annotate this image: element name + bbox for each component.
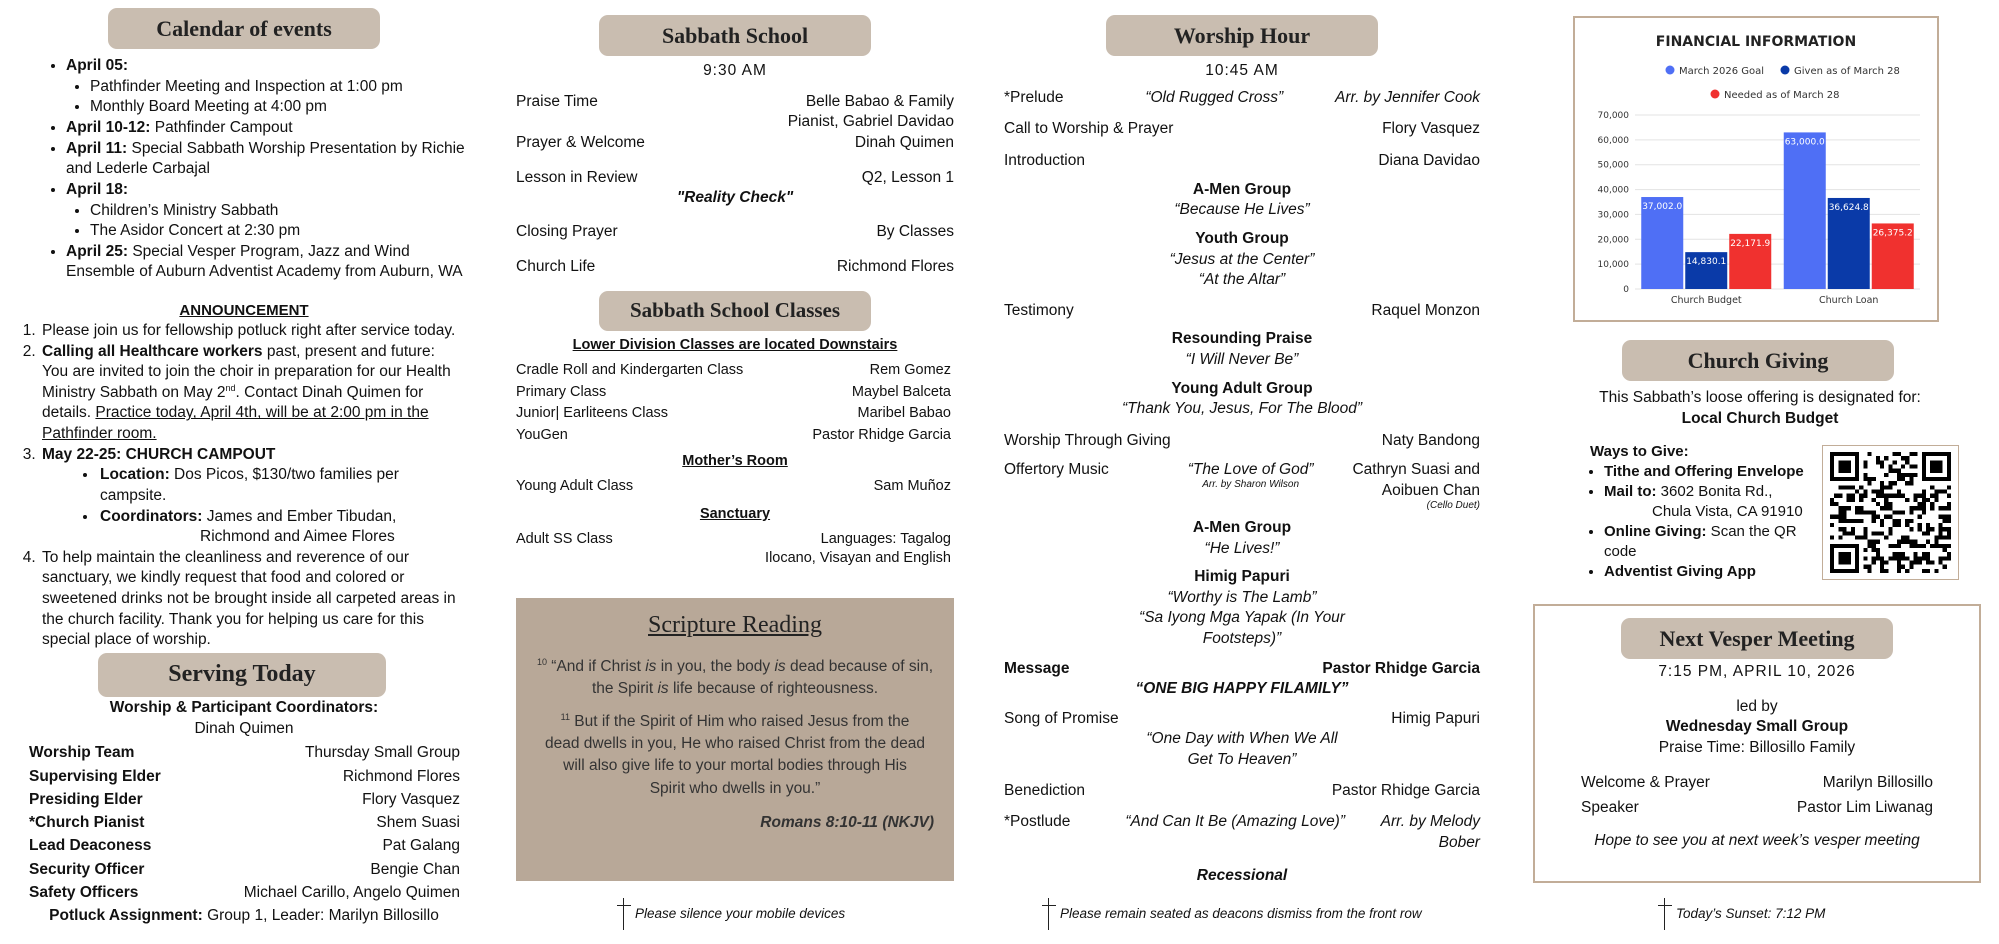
program-row: Song of Promise Himig Papuri [1004,709,1480,727]
sabbath-school-title: Sabbath School [599,15,871,56]
program-row: Offertory Music “The Love of God” Arr. by Sharon Wilson Cathryn Suasi and Aoibuen Chan (Cello Duet) [1004,461,1480,511]
program-row: *Postlude “And Can It Be (Amazing Love)” Arr. by Melody Bober [1004,813,1480,851]
classes-title: Sabbath School Classes [599,291,871,331]
program-row: Benediction Pastor Rhidge Garcia [1004,781,1480,799]
program-group: Youth Group “Jesus at the Center” “At the Altar” [1169,229,1315,289]
serving-row: Presiding Elder Flory Vasquez [29,790,460,808]
calendar-item: • April 05: • Pathfinder Meeting and Inspection at 1:00 pm • Monthly Board Meeting at 4:00 pm [66,56,470,118]
x-tick-label: Church Loan [1819,295,1879,306]
calendar-subitem: • Children’s Ministry Sabbath [90,201,470,222]
way-item: • Mail to: 3602 Bonita Rd., Chula Vista, CA 91910 [1604,482,1828,522]
bar [1784,132,1826,289]
mothers-room: Mother’s Room [682,452,788,469]
program-group: A-Men Group “Because He Lives” [1174,180,1310,219]
scripture-box [516,598,954,881]
class-row: Primary Class Maybel Balceta [516,383,951,400]
vesper-praise: Praise Time: Billosillo Family [1658,739,1856,757]
calendar-subitem: • Monthly Board Meeting at 4:00 pm [90,97,470,118]
financial-chart-box [1573,16,1939,322]
way-item: • Online Giving: Scan the QR code [1604,522,1828,562]
church-giving-title: Church Giving [1622,340,1894,381]
serving-row: Supervising Elder Richmond Flores [29,767,460,785]
y-tick-label: 40,000 [1597,185,1629,196]
vesper-box [1533,604,1981,883]
serving-row: Safety Officers Michael Carillo, Angelo Quimen [29,884,460,901]
legend-marker [1711,90,1720,99]
y-tick-label: 10,000 [1597,260,1629,271]
scripture-verse-11: $^{11}$ But if the Spirit of Him who raised Jesus from the dead dwells in you, He who raised Christ from the dead will also give life to your mortal bodies through His Spirit who dwells in you.” [545,711,925,797]
serving-title: Serving Today [98,653,386,697]
column-3 [1004,0,1480,887]
legend-marker [1781,66,1790,75]
class-row: Adult SS Class Languages: Tagalog Ilocano, Visayan and English [516,530,951,567]
column-2 [516,0,954,568]
bar-value-label: 26,375.2 [1872,228,1913,239]
sabbath-school-time: 9:30 AM [703,62,767,80]
calendar-item: • April 18: • Children’s Ministry Sabbath • The Asidor Concert at 2:30 pm [66,180,470,242]
footer-note: Please silence your mobile devices [615,898,845,930]
lesson-title: "Reality Check" [676,189,794,207]
y-tick-label: 60,000 [1597,135,1629,146]
chart-title: FINANCIAL INFORMATION [1655,34,1857,50]
y-tick-label: 70,000 [1597,111,1629,121]
y-tick-label: 50,000 [1597,160,1629,171]
legend-marker [1666,66,1675,75]
lower-division-note: Lower Division Classes are located Downstairs [572,337,898,354]
legend-label: Needed as of March 28 [1724,90,1840,101]
column-1 [18,0,470,925]
vesper-title: Next Vesper Meeting [1621,618,1893,659]
program-group: Himig Papuri “Worthy is The Lamb” “Sa Iyong Mga Yapak (In Your Footsteps)” [1139,568,1345,647]
program-row: Worship Through Giving Naty Bandong [1004,431,1480,449]
coordinators-name: Dinah Quimen [194,719,294,737]
footer-note: Please remain seated as deacons dismiss from the front row [1040,898,1422,930]
bar-value-label: 22,171.9 [1730,238,1771,249]
class-row: Junior| Earliteens Class Maribel Babao [516,405,951,422]
vesper-row: Speaker Pastor Lim Liwanag [1581,799,1933,817]
program-group: Young Adult Group “Thank You, Jesus, For The Blood” [1121,379,1363,418]
worship-hour-time: 10:45 AM [1205,62,1279,80]
program-group: Resounding Praise “I Will Never Be” [1171,330,1313,368]
message-title: “ONE BIG HAPPY FILAMILY” [1135,680,1349,698]
y-tick-label: 30,000 [1597,210,1629,221]
program-row: Prayer & Welcome Dinah Quimen [516,134,954,152]
bar-value-label: 36,624.8 [1828,202,1869,213]
program-row: Testimony Raquel Monzon [1004,301,1480,319]
vesper-group: Wednesday Small Group [1665,718,1849,736]
calendar-subitem: • The Asidor Concert at 2:30 pm [90,221,470,242]
calendar-item: • April 11: Special Sabbath Worship Presentation by Richie and Lederle Carbajal [66,139,470,180]
financial-chart [1575,18,1937,320]
serving-row: Worship Team Thursday Small Group [29,744,460,762]
way-item: • Adventist Giving App [1604,562,1828,582]
calendar-subitem: • Pathfinder Meeting and Inspection at 1:00 pm [90,77,470,98]
y-tick-label: 20,000 [1597,235,1629,246]
scripture-verse-10: $^{10}$ “And if Christ is in you, the body is dead because of sin, the Spirit is life because of righteousness. [536,656,934,698]
program-row: Message Pastor Rhidge Garcia [1004,659,1480,677]
serving-section [18,698,470,927]
recessional: Recessional [1196,867,1288,885]
program-row: Church Life Richmond Flores [516,257,954,275]
program-row: *Prelude “Old Rugged Cross” Arr. by Jennifer Cook [1004,88,1480,106]
cross-icon [1656,898,1674,930]
legend-label: March 2026 Goal [1679,66,1765,77]
program-row: Introduction Diana Davidao [1004,152,1480,170]
calendar-list [66,56,470,283]
bar-value-label: 37,002.0 [1642,202,1683,213]
legend-label: Given as of March 28 [1794,66,1900,77]
scripture-reference: Romans 8:10-11 (NKJV) [760,814,934,832]
announcement-item: 2. Calling all Healthcare workers past, present and future: You are invited to join the choir in preparation for our Health Ministry Sabbath on May 2nd. Contact Dinah Quimen for details. Practice today, April 4th, will be at 2:00 pm in the Pathfinder room. [40,342,456,445]
program-group: A-Men Group “He Lives!” [1192,518,1292,557]
announcement-list [40,321,456,651]
announcement-item: 1. Please join us for fellowship potluck right after service today. [40,321,456,342]
worship-hour-title: Worship Hour [1106,15,1378,56]
vesper-closing: Hope to see you at next week’s vesper meeting [1594,831,1920,849]
scripture-title: Scripture Reading [648,612,822,638]
serving-row: *Church Pianist Shem Suasi [29,814,460,832]
vesper-led: led by [1736,697,1778,715]
campout-location: • Location: Dos Picos, $130/two families per campsite. [98,465,456,506]
class-row: YouGen Pastor Rhidge Garcia [516,426,951,443]
announcement-item: 3. May 22-25: CHURCH CAMPOUT • Location: Dos Picos, $130/two families per campsite. • Coordinators: James and Ember Tibudan, Richmond and Aimee Flores [40,445,456,548]
offering-designation: This Sabbath’s loose offering is designated for: Local Church Budget [1599,389,1921,427]
song-of-promise-title: “One Day with When We All Get To Heaven” [1146,730,1338,768]
program-row: Praise Time Belle Babao & Family Pianist, Gabriel Davidao [516,92,954,131]
serving-row: Lead Deaconess Pat Galang [29,837,460,855]
program-row: Closing Prayer By Classes [516,222,954,240]
announcement-item: 4. To help maintain the cleanliness and reverence of our sanctuary, we kindly request that food and colored or sweetened drinks not be brought inside all carpeted areas in the church facility. Thank you for helping us care for this special place of worship. [40,548,456,651]
serving-row: Security Officer Bengie Chan [29,860,460,878]
bar-value-label: 14,830.1 [1686,257,1727,268]
cross-icon [615,898,633,930]
footer-note: Today’s Sunset: 7:12 PM [1656,898,1825,930]
calendar-item: • April 10-12: Pathfinder Campout [66,118,470,139]
program-row: Lesson in Review Q2, Lesson 1 [516,168,954,186]
program-row: Call to Worship & Prayer Flory Vasquez [1004,120,1480,138]
class-row: Cradle Roll and Kindergarten Class Rem Gomez [516,362,951,379]
bar-value-label: 63,000.0 [1784,137,1825,148]
cross-icon [1040,898,1058,930]
calendar-item: • April 25: Special Vesper Program, Jazz and Wind Ensemble of Auburn Adventist Academy from Auburn, WA [66,242,470,283]
calendar-title: Calendar of events [108,8,380,49]
sanctuary-label: Sanctuary [699,505,771,522]
potluck-assignment: Potluck Assignment: Group 1, Leader: Marilyn Billosillo [49,907,439,925]
way-item: • Tithe and Offering Envelope [1604,462,1828,482]
ways-to-give: Ways to Give: • Tithe and Offering Envelope • Mail to: 3602 Bonita Rd., Chula Vista, CA 91910 • Online Giving: Scan the QR code • Adventist Giving App [1588,442,1828,582]
coordinators-label: Worship & Participant Coordinators: [109,699,379,716]
class-row: Young Adult Class Sam Muñoz [516,478,951,495]
campout-coordinators: • Coordinators: James and Ember Tibudan, Richmond and Aimee Flores [98,507,456,548]
vesper-time: 7:15 PM, APRIL 10, 2026 [1658,663,1856,681]
vesper-row: Welcome & Prayer Marilyn Billosillo [1581,773,1933,791]
qr-code-icon[interactable] [1822,445,1959,580]
y-tick-label: 0 [1623,285,1629,295]
announcement-title: ANNOUNCEMENT [179,301,309,319]
x-tick-label: Church Budget [1670,295,1742,306]
